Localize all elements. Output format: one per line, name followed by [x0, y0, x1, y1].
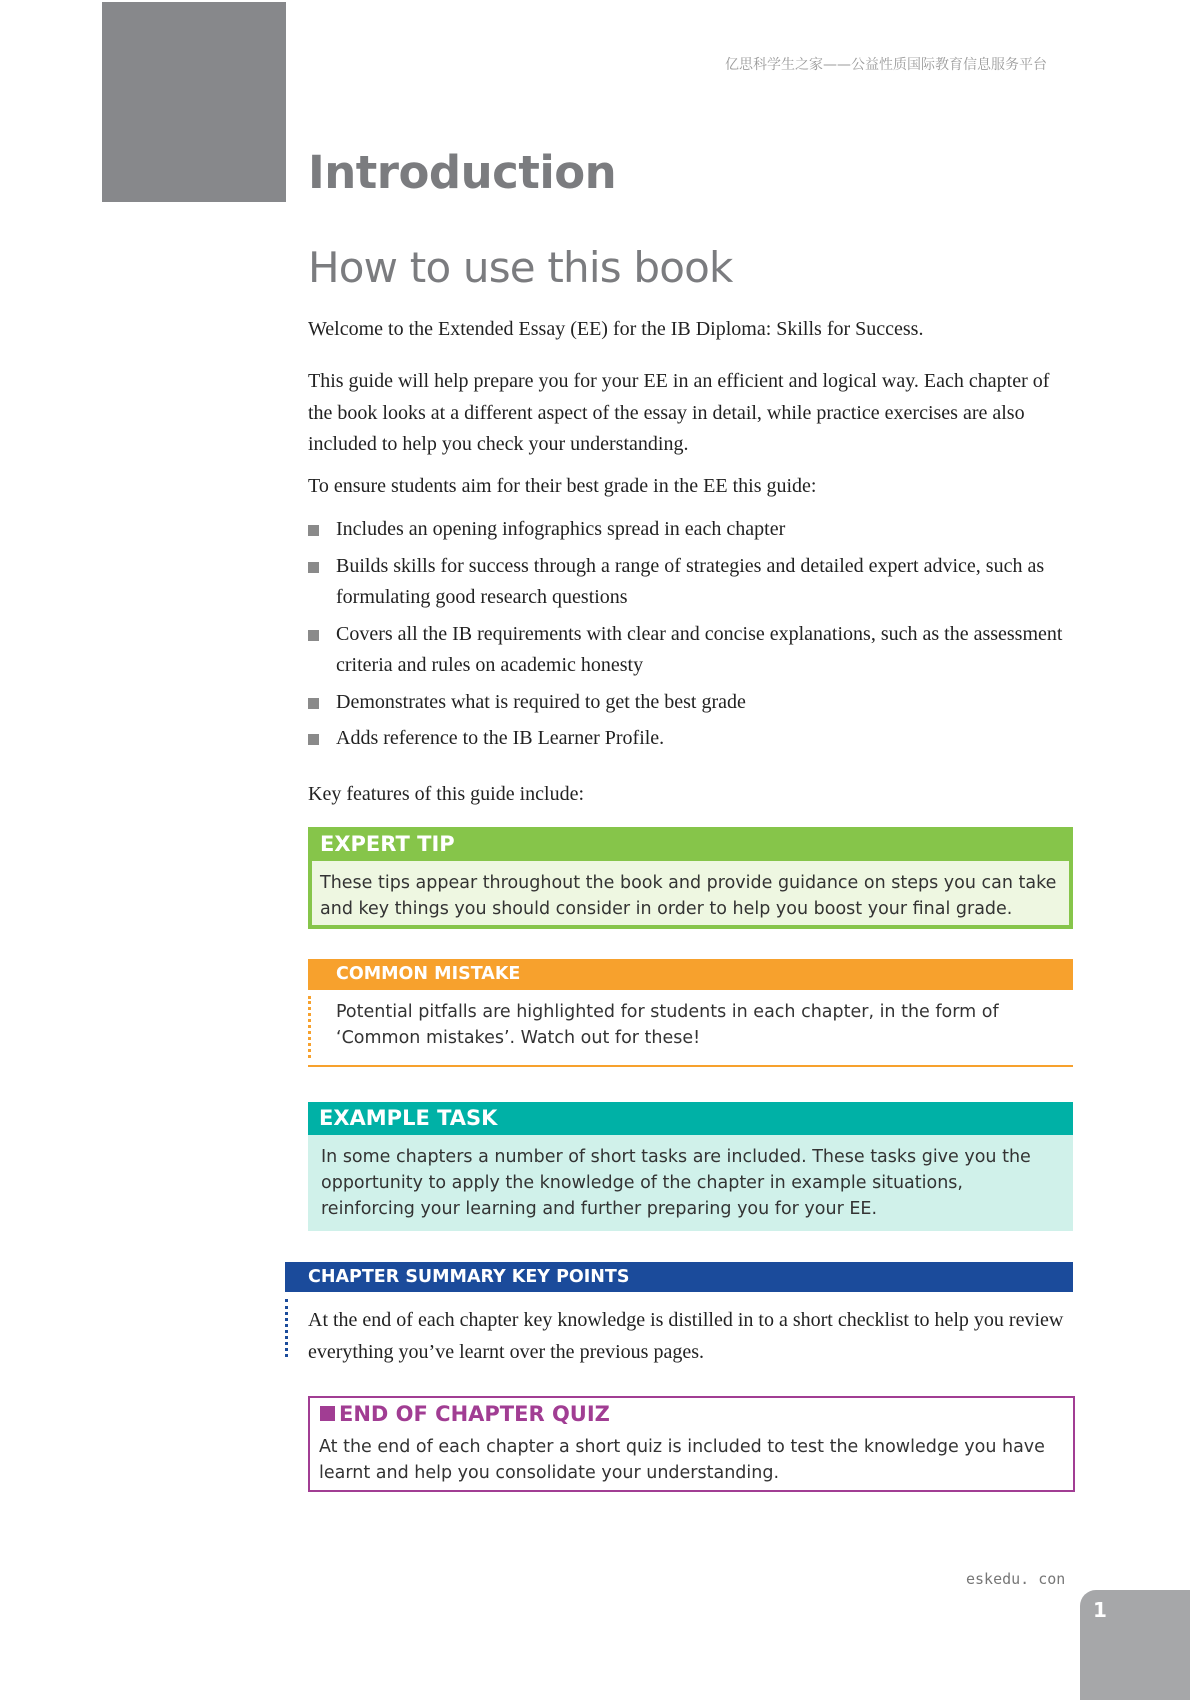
header-watermark: 亿思科学生之家——公益性质国际教育信息服务平台 — [725, 57, 1047, 73]
intro-paragraph-ensure: To ensure students aim for their best grade in the EE this guide: — [308, 475, 817, 497]
example-task-header — [308, 1102, 1073, 1135]
example-task-body: In some chapters a number of short tasks are included. These tasks give you the opportunity to apply the knowledge of the chapter in example situations, reinforcing your learning and further preparing you for your EE. — [308, 1135, 1073, 1231]
feature-bullet-list — [308, 514, 1078, 760]
intro-paragraph-guide: This guide will help prepare you for your EE in an efficient and logical way. Each chapter of the book looks at a different aspect of the essay in detail, while practice exercises are also included to help you check your understanding. — [308, 370, 1050, 455]
common-mistake-divider — [308, 1065, 1073, 1067]
chapter-summary-dotted-rule — [285, 1299, 288, 1357]
footer-url: eskedu. con — [966, 1570, 1066, 1588]
common-mistake-body: Potential pitfalls are highlighted for students in each chapter, in the form of ‘Common mistakes’. Watch out for these! — [336, 1002, 999, 1048]
list-item-text: Adds reference to the IB Learner Profile. — [336, 727, 665, 749]
common-mistake-dotted-rule — [308, 996, 311, 1058]
bullet-square-icon — [308, 562, 319, 573]
list-item — [308, 619, 1078, 682]
common-mistake-header — [308, 959, 1073, 990]
bullet-square-icon — [308, 698, 319, 709]
page-number: 1 — [1093, 1598, 1107, 1622]
quiz-heading — [320, 1402, 610, 1426]
chapter-summary-title: CHAPTER SUMMARY KEY POINTS — [308, 1267, 630, 1287]
page-title: Introduction — [308, 146, 617, 199]
list-item — [308, 551, 1078, 614]
common-mistake-title: COMMON MISTAKE — [336, 964, 521, 984]
bullet-square-icon — [308, 630, 319, 641]
quiz-title: END OF CHAPTER QUIZ — [339, 1402, 610, 1426]
list-item — [308, 723, 1078, 755]
list-item-text: Builds skills for success through a range of strategies and detailed expert advice, such as formulating good research questions — [336, 554, 1045, 608]
bullet-square-icon — [308, 734, 319, 745]
chapter-summary-body: At the end of each chapter key knowledge is distilled in to a short checklist to help you review everything you’ve learnt over the previous pages. — [308, 1309, 1064, 1363]
page-subtitle: How to use this book — [308, 243, 733, 292]
list-item-text: Demonstrates what is required to get the best grade — [336, 690, 746, 713]
list-item — [308, 687, 1078, 719]
list-item-text: Includes an opening infographics spread in each chapter — [336, 518, 786, 540]
expert-tip-box — [308, 827, 1073, 929]
key-features-intro: Key features of this guide include: — [308, 783, 585, 805]
decorative-grey-block — [102, 2, 286, 202]
end-of-chapter-quiz-box — [308, 1396, 1075, 1492]
expert-tip-title: EXPERT TIP — [320, 832, 455, 856]
expert-tip-body: These tips appear throughout the book and provide guidance on steps you can take and key things you should consider in order to help you boost your final grade. — [312, 861, 1069, 925]
list-item — [308, 514, 1078, 546]
quiz-body: At the end of each chapter a short quiz is included to test the knowledge you have learnt and help you consolidate your understanding. — [319, 1437, 1045, 1483]
chapter-summary-header — [285, 1262, 1073, 1292]
quiz-square-icon — [320, 1406, 335, 1421]
intro-paragraph-welcome: Welcome to the Extended Essay (EE) for the IB Diploma: Skills for Success. — [308, 318, 924, 340]
bullet-square-icon — [308, 525, 319, 536]
example-task-title: EXAMPLE TASK — [319, 1106, 498, 1130]
list-item-text: Covers all the IB requirements with clear and concise explanations, such as the assessment criteria and rules on academic honesty — [336, 622, 1063, 676]
